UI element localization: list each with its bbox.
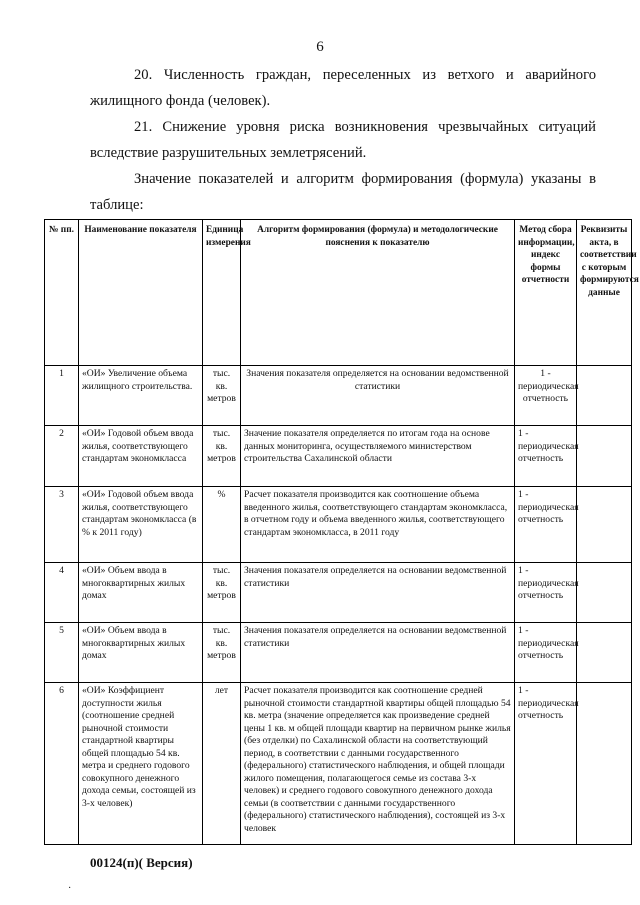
header-num: № пп.: [45, 220, 79, 366]
row-num: 6: [45, 683, 79, 845]
table-header-row: [45, 220, 632, 366]
row-num: 4: [45, 563, 79, 623]
header-requisites: Реквизиты акта, в соответствии с которым формируются данные: [577, 220, 632, 366]
row-name: «ОИ» Объем ввода в многоквартирных жилых домах: [79, 623, 203, 683]
row-algorithm: Расчет показателя производится как соотношение объема введенного жилья, соответствующего стандартам экономкласса, в отчетном году и объема введенного жилья, соответствующего стандартам экономкласса, в 2011 году: [241, 487, 515, 563]
row-unit: %: [203, 487, 241, 563]
table-row: [45, 426, 632, 487]
row-method: 1 - периодическая отчетность: [515, 366, 577, 426]
row-unit: тыс. кв. метров: [203, 563, 241, 623]
row-name: «ОИ» Увеличение объема жилищного строительства.: [79, 366, 203, 426]
row-method: 1 - периодическая отчетность: [515, 623, 577, 683]
header-method: Метод сбора информации, индекс формы отчетности: [515, 220, 577, 366]
table-row: [45, 623, 632, 683]
row-num: 2: [45, 426, 79, 487]
table-intro: Значение показателей и алгоритм формирования (формула) указаны в таблице:: [90, 171, 596, 213]
row-requisites: [577, 487, 632, 563]
page-number: 6: [316, 39, 324, 55]
row-method: 1 - периодическая отчетность: [515, 563, 577, 623]
row-method: 1 - периодическая отчетность: [515, 487, 577, 563]
row-requisites: [577, 366, 632, 426]
table-row: [45, 563, 632, 623]
row-algorithm: Значения показателя определяется на основании ведомственной статистики: [241, 366, 515, 426]
indicators-table: [44, 219, 639, 845]
row-unit: тыс. кв. метров: [203, 623, 241, 683]
paragraph-21: 21. Снижение уровня риска возникновения чрезвычайных ситуаций вследствие разрушительных землетрясений.: [90, 119, 596, 161]
row-num: 3: [45, 487, 79, 563]
row-unit: тыс. кв. метров: [203, 426, 241, 487]
row-name: «ОИ» Объем ввода в многоквартирных жилых домах: [79, 563, 203, 623]
row-requisites: [577, 426, 632, 487]
paragraph-20: 20. Численность граждан, переселенных из ветхого и аварийного жилищного фонда (человек).: [90, 67, 596, 109]
row-name: «ОИ» Коэффициент доступности жилья (соотношение средней рыночной стоимости стандартной квартиры общей площадью 54 кв. метра и среднего годового совокупного денежного дохода семьи, состоящей из 3-х человек): [79, 683, 203, 845]
row-method: 1 - периодическая отчетность: [515, 683, 577, 845]
row-algorithm: Расчет показателя производится как соотношение средней рыночной стоимости стандартной квартиры общей площадью 54 кв. метра (значение определяется как произведение средней цены 1 кв. м общей площади квартир на первичном рынке жилья (без отделки) по Сахалинской области на соответствующий период, в соответствии с данными государственного (федерального) статистического наблюдения, и общей площади жилого помещения, полагающегося семье из состава 3-х человек) и среднего годового совокупного денежного дохода семьи (в соответствии с данными государственного (федерального) статистического наблюдения), состоящей из 3-х человек: [241, 683, 515, 845]
table-row: [45, 487, 632, 563]
row-algorithm: Значение показателя определяется по итогам года на основе данных мониторинга, осуществляемого министерством строительства Сахалинской области: [241, 426, 515, 487]
header-name: Наименование показателя: [79, 220, 203, 366]
row-method: 1 - периодическая отчетность: [515, 426, 577, 487]
row-requisites: [577, 563, 632, 623]
row-requisites: [577, 623, 632, 683]
header-algorithm: Алгоритм формирования (формула) и методологические пояснения к показателю: [241, 220, 515, 366]
row-num: 5: [45, 623, 79, 683]
table-row: [45, 366, 632, 426]
row-unit: тыс. кв. метров: [203, 366, 241, 426]
table-row: [45, 683, 632, 845]
row-name: «ОИ» Годовой объем ввода жилья, соответствующего стандартам экономкласса: [79, 426, 203, 487]
row-name: «ОИ» Годовой объем ввода жилья, соответствующего стандартам экономкласса (в % к 2011 году): [79, 487, 203, 563]
row-algorithm: Значения показателя определяется на основании ведомственной статистики: [241, 563, 515, 623]
document-footer: 00124(п)( Версия): [90, 855, 193, 870]
row-num: 1: [45, 366, 79, 426]
scan-mark: ·: [68, 883, 72, 894]
header-unit: Единица измерения: [203, 220, 241, 366]
row-unit: лет: [203, 683, 241, 845]
row-algorithm: Значения показателя определяется на основании ведомственной статистики: [241, 623, 515, 683]
row-requisites: [577, 683, 632, 845]
